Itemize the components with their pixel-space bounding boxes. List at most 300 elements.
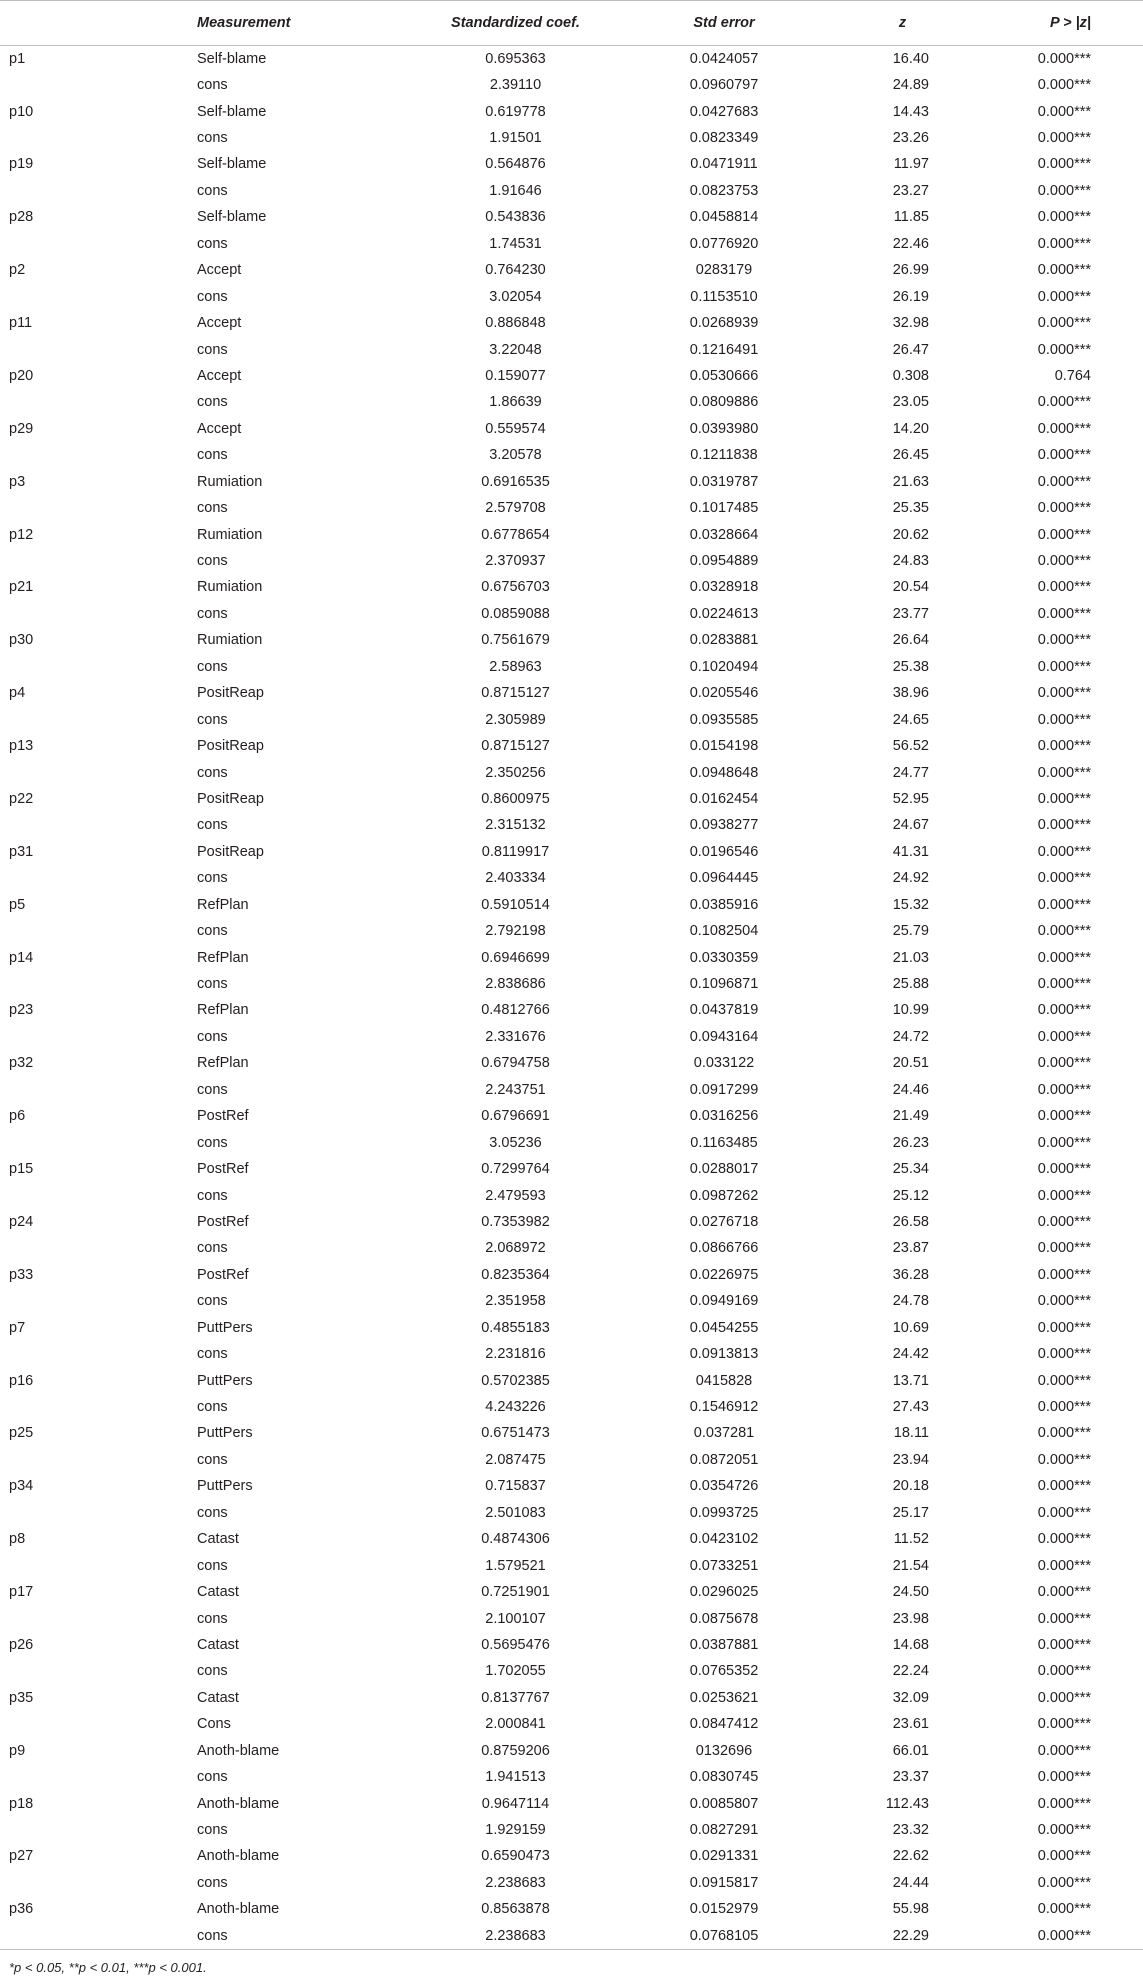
cell-p-value: 0.000*** [1037, 1742, 1091, 1759]
cell-std-error: 0.0949169 [689, 1293, 759, 1310]
cell-z: 23.61 [892, 1716, 929, 1733]
cell-std-error: 0.0917299 [689, 1081, 759, 1098]
cell-standardized-coef: 2.838686 [485, 976, 546, 993]
cell-std-error: 0.0530666 [689, 367, 759, 384]
cell-standardized-coef: 0.8759206 [481, 1742, 550, 1759]
cell-z: 112.43 [885, 1795, 929, 1812]
table-row [0, 336, 1143, 362]
cell-standardized-coef: 2.315132 [485, 817, 546, 834]
cell-p-value: 0.000*** [1037, 1504, 1091, 1521]
cell-measurement: RefPlan [197, 1002, 249, 1019]
cell-std-error: 0.0253621 [689, 1689, 759, 1706]
cell-standardized-coef: 2.068972 [485, 1240, 546, 1257]
cell-measurement: Catast [197, 1689, 239, 1706]
cell-p-value: 0.000*** [1037, 130, 1091, 147]
cell-measurement: cons [197, 1504, 228, 1521]
cell-parameter [0, 918, 197, 944]
table-row [0, 1129, 1143, 1155]
cell-std-error: 0283179 [695, 262, 753, 279]
cell-p-value: 0.000*** [1037, 658, 1091, 675]
cell-standardized-coef: 0.715837 [485, 1478, 546, 1495]
cell-standardized-coef: 0.6751473 [481, 1425, 550, 1442]
cell-p-value: 0.000*** [1037, 77, 1091, 94]
cell-measurement: cons [197, 447, 228, 464]
cell-z: 26.58 [892, 1213, 929, 1230]
cell-std-error: 0.0454255 [689, 1319, 759, 1336]
cell-z: 24.46 [892, 1081, 929, 1098]
cell-measurement: PuttPers [197, 1478, 253, 1495]
table-row [0, 997, 1143, 1023]
table-row [0, 706, 1143, 732]
cell-p-value: 0.000*** [1037, 632, 1091, 649]
cell-p-value: 0.000*** [1037, 1478, 1091, 1495]
cell-p-value: 0.000*** [1037, 1372, 1091, 1389]
cell-std-error: 0.0393980 [689, 420, 759, 437]
cell-p-value: 0.000*** [1037, 473, 1091, 490]
cell-p-value: 0.000*** [1037, 262, 1091, 279]
cell-z: 24.89 [892, 77, 929, 94]
header-std-error: Std error [628, 1, 820, 46]
cell-std-error: 0.0993725 [689, 1504, 759, 1521]
cell-standardized-coef: 2.243751 [485, 1081, 546, 1098]
cell-standardized-coef: 0.4874306 [481, 1531, 550, 1548]
cell-measurement: cons [197, 1081, 228, 1098]
cell-z: 24.67 [892, 817, 929, 834]
table-row [0, 1288, 1143, 1314]
table-row [0, 1738, 1143, 1764]
cell-p-value: 0.000*** [1037, 1293, 1091, 1310]
table-row [0, 944, 1143, 970]
cell-standardized-coef: 1.579521 [485, 1557, 546, 1574]
cell-z: 32.98 [892, 315, 929, 332]
table-row [0, 1579, 1143, 1605]
cell-std-error: 0.0915817 [689, 1874, 759, 1891]
cell-parameter [0, 1394, 197, 1420]
cell-z: 11.52 [893, 1531, 929, 1548]
cell-z: 14.20 [892, 420, 929, 437]
table-row [0, 1711, 1143, 1737]
cell-p-value: 0.000*** [1037, 288, 1091, 305]
cell-standardized-coef: 2.350256 [485, 764, 546, 781]
cell-measurement: cons [197, 1293, 228, 1310]
header-measurement: Measurement [197, 1, 403, 46]
table-row [0, 971, 1143, 997]
table-row [0, 151, 1143, 177]
cell-measurement: Rumiation [197, 526, 263, 543]
cell-std-error: 0.0872051 [689, 1451, 759, 1468]
cell-measurement: cons [197, 605, 228, 622]
table-row [0, 1394, 1143, 1420]
cell-z: 36.28 [892, 1266, 929, 1283]
cell-p-value: 0.000*** [1037, 1901, 1091, 1918]
cell-std-error: 0.0954889 [689, 553, 759, 570]
cell-parameter: p24 [9, 1213, 34, 1230]
cell-measurement: PostRef [197, 1108, 249, 1125]
cell-std-error: 0.1163485 [690, 1134, 758, 1151]
cell-standardized-coef: 0.8137767 [481, 1689, 550, 1706]
cell-std-error: 0.1216491 [689, 341, 759, 358]
cell-standardized-coef: 0.4855183 [481, 1319, 550, 1336]
cell-std-error: 0.0283881 [689, 632, 759, 649]
cell-z: 23.87 [892, 1240, 929, 1257]
cell-p-value: 0.000*** [1037, 1822, 1091, 1839]
cell-p-value: 0.000*** [1037, 1081, 1091, 1098]
cell-standardized-coef: 0.7251901 [481, 1584, 550, 1601]
header-z: z [820, 1, 985, 46]
cell-measurement: cons [197, 658, 228, 675]
cell-std-error: 0.0830745 [689, 1769, 759, 1786]
footnote: *p < 0.05, **p < 0.01, ***p < 0.001. [9, 1960, 207, 1975]
cell-std-error: 0.0354726 [689, 1478, 759, 1495]
cell-measurement: PuttPers [197, 1425, 253, 1442]
cell-z: 24.44 [892, 1874, 929, 1891]
cell-measurement: cons [197, 817, 228, 834]
cell-standardized-coef: 0.4812766 [481, 1002, 550, 1019]
cell-z: 38.96 [892, 685, 929, 702]
cell-z: 21.03 [892, 949, 929, 966]
cell-z: 25.35 [892, 500, 929, 517]
cell-std-error: 0.0291331 [689, 1848, 759, 1865]
table-row [0, 310, 1143, 336]
cell-std-error: 0.0776920 [689, 235, 759, 252]
cell-standardized-coef: 1.929159 [485, 1822, 546, 1839]
cell-p-value: 0.000*** [1037, 209, 1091, 226]
cell-std-error: 0.0276718 [689, 1213, 759, 1230]
cell-std-error: 0.0875678 [689, 1610, 759, 1627]
cell-standardized-coef: 0.7353982 [481, 1213, 550, 1230]
table-row [0, 627, 1143, 653]
cell-z: 21.54 [892, 1557, 929, 1574]
cell-z: 55.98 [892, 1901, 929, 1918]
cell-std-error: 0132696 [695, 1742, 753, 1759]
cell-std-error: 0.1096871 [689, 976, 759, 993]
cell-p-value: 0.000*** [1037, 156, 1091, 173]
cell-standardized-coef: 4.243226 [485, 1399, 546, 1416]
cell-z: 26.64 [892, 632, 929, 649]
cell-z: 24.72 [892, 1028, 929, 1045]
cell-p-value: 0.000*** [1037, 315, 1091, 332]
cell-parameter [0, 1764, 197, 1790]
cell-z: 14.43 [892, 103, 929, 120]
cell-std-error: 0.0328664 [689, 526, 759, 543]
cell-z: 20.18 [892, 1478, 929, 1495]
cell-parameter [0, 1024, 197, 1050]
cell-std-error: 0.0205546 [689, 685, 759, 702]
cell-std-error: 0.1211838 [690, 447, 758, 464]
cell-measurement: Rumiation [197, 473, 263, 490]
cell-p-value: 0.000*** [1037, 1610, 1091, 1627]
cell-p-value: 0.000*** [1037, 1161, 1091, 1178]
cell-measurement: cons [197, 130, 228, 147]
cell-standardized-coef: 0.6590473 [481, 1848, 550, 1865]
cell-standardized-coef: 0.8119917 [481, 843, 550, 860]
cell-std-error: 0.1546912 [689, 1399, 759, 1416]
table-row [0, 363, 1143, 389]
cell-parameter: p18 [9, 1795, 34, 1812]
cell-measurement: PositReap [197, 843, 264, 860]
cell-std-error: 0.0943164 [689, 1028, 759, 1045]
cell-parameter [0, 601, 197, 627]
cell-parameter: p4 [9, 685, 26, 702]
table-row [0, 1764, 1143, 1790]
cell-p-value: 0.000*** [1037, 896, 1091, 913]
cell-z: 23.32 [892, 1822, 929, 1839]
cell-std-error: 0415828 [695, 1372, 753, 1389]
cell-measurement: cons [197, 1769, 228, 1786]
cell-z: 13.71 [892, 1372, 929, 1389]
cell-p-value: 0.000*** [1037, 738, 1091, 755]
cell-p-value: 0.000*** [1037, 341, 1091, 358]
cell-parameter: p7 [9, 1319, 26, 1336]
cell-standardized-coef: 0.6916535 [481, 473, 550, 490]
cell-parameter: p8 [9, 1531, 26, 1548]
cell-std-error: 0.1082504 [689, 923, 759, 940]
cell-z: 24.65 [892, 711, 929, 728]
cell-z: 25.79 [892, 923, 929, 940]
cell-p-value: 0.000*** [1037, 526, 1091, 543]
cell-parameter [0, 971, 197, 997]
cell-standardized-coef: 0.9647114 [481, 1795, 550, 1812]
cell-parameter [0, 1500, 197, 1526]
cell-z: 24.42 [892, 1346, 929, 1363]
cell-standardized-coef: 2.403334 [485, 870, 546, 887]
table-row [0, 1500, 1143, 1526]
cell-standardized-coef: 1.91646 [489, 182, 542, 199]
table-row [0, 574, 1143, 600]
table-row [0, 1658, 1143, 1684]
cell-parameter: p5 [9, 896, 26, 913]
cell-measurement: cons [197, 1923, 403, 1949]
cell-parameter: p23 [9, 1002, 34, 1019]
cell-measurement: cons [197, 182, 228, 199]
cell-z: 23.77 [892, 605, 929, 622]
cell-std-error: 0.0964445 [689, 870, 759, 887]
cell-p-value: 0.000*** [1037, 976, 1091, 993]
cell-parameter: p12 [9, 526, 34, 543]
cell-standardized-coef: 3.02054 [489, 288, 542, 305]
cell-std-error: 0.0085807 [689, 1795, 759, 1812]
cell-standardized-coef: 0.159077 [485, 367, 546, 384]
cell-parameter [0, 759, 197, 785]
cell-parameter: p26 [9, 1636, 34, 1653]
cell-parameter [0, 389, 197, 415]
cell-standardized-coef: 2.39110 [489, 77, 542, 94]
cell-parameter: p32 [9, 1055, 34, 1072]
cell-p-value: 0.000*** [1037, 1134, 1091, 1151]
cell-standardized-coef: 2.58963 [489, 658, 542, 675]
cell-p-value: 0.000*** [1037, 553, 1091, 570]
cell-std-error: 0.0827291 [689, 1822, 759, 1839]
cell-measurement: cons [197, 1557, 228, 1574]
cell-parameter: p14 [9, 949, 34, 966]
cell-parameter [0, 1711, 197, 1737]
cell-standardized-coef: 2.305989 [485, 711, 546, 728]
cell-standardized-coef: 0.559574 [485, 420, 546, 437]
cell-measurement: cons [197, 77, 228, 94]
cell-z: 10.99 [892, 1002, 929, 1019]
cell-std-error: 0.0296025 [689, 1584, 759, 1601]
table-row [0, 72, 1143, 98]
cell-std-error: 0.0224613 [689, 605, 759, 622]
table-row [0, 548, 1143, 574]
cell-std-error: 0.1153510 [690, 288, 758, 305]
cell-std-error: 0.0935585 [689, 711, 759, 728]
cell-standardized-coef: 2.579708 [485, 500, 546, 517]
cell-z: 23.27 [892, 182, 929, 199]
cell-parameter: p31 [9, 843, 34, 860]
cell-p-value: 0.000*** [1037, 1795, 1091, 1812]
table-row [0, 1896, 1143, 1922]
cell-std-error: 0.0733251 [689, 1557, 759, 1574]
cell-z: 56.52 [892, 738, 929, 755]
cell-z: 22.24 [892, 1663, 929, 1680]
cell-std-error: 0.0196546 [689, 843, 759, 860]
cell-std-error: 0.037281 [693, 1425, 755, 1442]
table-row [0, 1235, 1143, 1261]
cell-parameter: p20 [9, 367, 34, 384]
cell-parameter: p15 [9, 1161, 34, 1178]
cell-z: 24.77 [892, 764, 929, 781]
cell-std-error: 0.0385916 [689, 896, 759, 913]
cell-standardized-coef: 0.8235364 [481, 1266, 550, 1283]
cell-standardized-coef: 0.6778654 [481, 526, 550, 543]
table-row [0, 865, 1143, 891]
table-row [0, 1605, 1143, 1631]
cell-p-value: 0.000*** [1037, 1028, 1091, 1045]
cell-measurement: Anoth-blame [197, 1848, 280, 1865]
cell-p-value: 0.000*** [1037, 1557, 1091, 1574]
cell-measurement: cons [197, 923, 228, 940]
cell-p-value: 0.000*** [1037, 182, 1091, 199]
cell-parameter: p13 [9, 738, 34, 755]
cell-measurement: cons [197, 1028, 228, 1045]
cell-standardized-coef: 0.5695476 [481, 1636, 550, 1653]
cell-p-value: 0.000*** [1037, 1187, 1091, 1204]
cell-std-error: 0.0847412 [689, 1716, 759, 1733]
cell-standardized-coef: 2.370937 [485, 553, 546, 570]
cell-parameter [0, 1447, 197, 1473]
cell-standardized-coef: 1.941513 [485, 1769, 546, 1786]
cell-p-value: 0.000*** [1037, 949, 1091, 966]
cell-p-value: 0.000*** [1037, 685, 1091, 702]
cell-p-value: 0.000*** [1037, 790, 1091, 807]
cell-std-error: 0.0162454 [689, 790, 759, 807]
cell-std-error: 0.0765352 [689, 1663, 759, 1680]
cell-measurement: PostRef [197, 1266, 249, 1283]
table-row [0, 1024, 1143, 1050]
cell-p-value: 0.000*** [1037, 235, 1091, 252]
cell-std-error: 0.0423102 [689, 1531, 759, 1548]
cell-std-error: 0.0960797 [689, 77, 759, 94]
cell-parameter [0, 283, 197, 309]
table-row [0, 892, 1143, 918]
cell-standardized-coef: 0.6756703 [481, 579, 550, 596]
cell-standardized-coef: 1.702055 [485, 1663, 546, 1680]
cell-standardized-coef: 0.886848 [485, 315, 546, 332]
cell-standardized-coef: 2.231816 [485, 1346, 546, 1363]
cell-z: 32.09 [892, 1689, 929, 1706]
table-row [0, 839, 1143, 865]
cell-standardized-coef: 2.331676 [485, 1028, 546, 1045]
cell-std-error: 0.0316256 [689, 1108, 759, 1125]
cell-standardized-coef: 0.0859088 [481, 605, 550, 622]
table-row [0, 1685, 1143, 1711]
table-row [0, 495, 1143, 521]
cell-parameter [0, 654, 197, 680]
cell-measurement: cons [197, 1451, 228, 1468]
table-row [0, 204, 1143, 230]
cell-z: 20.54 [892, 579, 929, 596]
cell-measurement: cons [197, 1874, 228, 1891]
cell-standardized-coef: 0.8600975 [481, 790, 550, 807]
cell-parameter: p6 [9, 1108, 26, 1125]
cell-measurement: Self-blame [197, 103, 267, 120]
cell-standardized-coef: 2.087475 [485, 1451, 546, 1468]
cell-measurement: Catast [197, 1584, 239, 1601]
cell-measurement: cons [197, 1399, 228, 1416]
cell-p-value: 0.000*** [1037, 1636, 1091, 1653]
cell-std-error: 0.0288017 [689, 1161, 759, 1178]
cell-std-error: 0.0938277 [689, 817, 759, 834]
table-row [0, 1870, 1143, 1896]
cell-parameter [0, 1182, 197, 1208]
cell-std-error: 0.0458814 [689, 209, 759, 226]
cell-p-value: 0.000*** [1037, 579, 1091, 596]
cell-measurement: PostRef [197, 1213, 249, 1230]
cell-z: 25.34 [892, 1161, 929, 1178]
table-row [0, 1367, 1143, 1393]
cell-p-value: 0.000*** [1037, 1213, 1091, 1230]
cell-z: 27.43 [892, 1399, 929, 1416]
cell-standardized-coef: 1.91501 [489, 130, 542, 147]
cell-measurement: Accept [197, 420, 242, 437]
cell-p-value: 0.000*** [1037, 1055, 1091, 1072]
cell-parameter [0, 548, 197, 574]
cell-p-value: 0.000*** [1037, 605, 1091, 622]
cell-z: 25.38 [892, 658, 929, 675]
cell-z: 66.01 [892, 1742, 929, 1759]
cell-parameter: p29 [9, 420, 34, 437]
cell-standardized-coef: 0.8715127 [481, 685, 550, 702]
table-row [0, 1262, 1143, 1288]
table-row [0, 759, 1143, 785]
table-row [0, 521, 1143, 547]
cell-parameter: p36 [9, 1901, 34, 1918]
cell-measurement: cons [197, 711, 228, 728]
cell-standardized-coef: 0.8563878 [481, 1901, 550, 1918]
cell-z: 26.99 [892, 262, 929, 279]
cell-p-value: 0.000*** [1037, 500, 1091, 517]
cell-std-error: 0.0437819 [689, 1002, 759, 1019]
cell-parameter: p3 [9, 473, 26, 490]
cell-standardized-coef: 0.8715127 [481, 738, 550, 755]
cell-measurement: cons [197, 1134, 228, 1151]
cell-z: 11.97 [893, 156, 929, 173]
table-header [0, 1, 1143, 46]
table-row [0, 1790, 1143, 1816]
cell-standardized-coef: 0.7299764 [481, 1161, 550, 1178]
cell-z: 22.62 [892, 1848, 929, 1865]
cell-p-value: 0.000*** [1037, 764, 1091, 781]
table-row [0, 1050, 1143, 1076]
cell-standardized-coef: 0.764230 [485, 262, 546, 279]
cell-std-error: 0.0152979 [689, 1901, 759, 1918]
cell-p-value: 0.000*** [1037, 447, 1091, 464]
cell-z: 21.63 [892, 473, 929, 490]
cell-measurement: PostRef [197, 1161, 249, 1178]
cell-z: 26.19 [892, 288, 929, 305]
cell-measurement: Accept [197, 315, 242, 332]
